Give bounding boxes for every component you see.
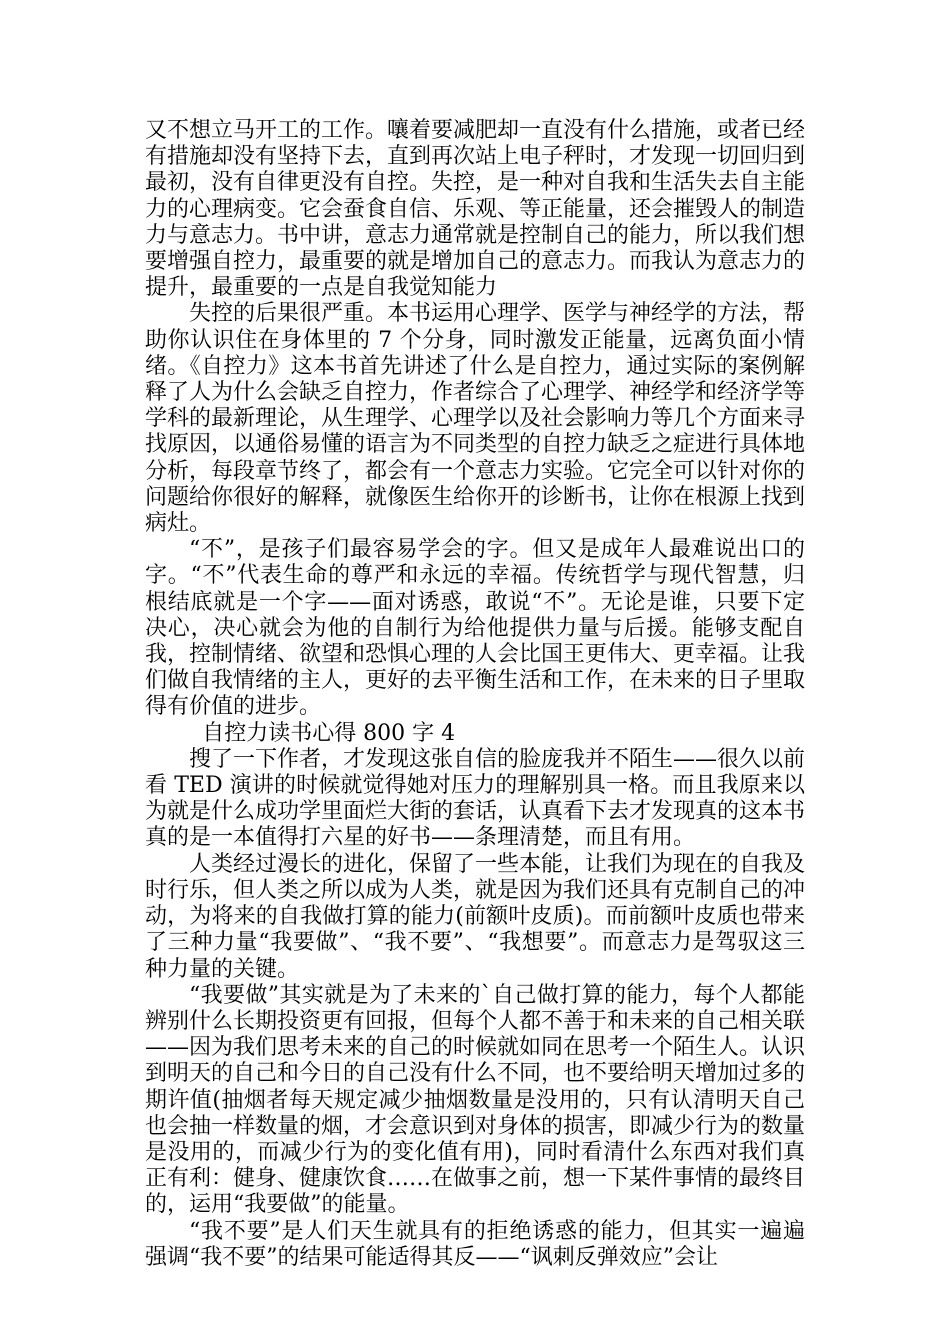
document-page	[145, 118, 805, 1271]
paragraph-7: “我不要”是人们天生就具有的拒绝诱惑的能力，但其实一遍遍强调“我不要”的结果可能适得其反——“讽刺反弹效应”会让	[145, 1218, 805, 1270]
paragraph-2: 失控的后果很严重。本书运用心理学、医学与神经学的方法，帮助你认识住在身体里的 7 个分身，同时激发正能量，远离负面小情绪。《自控力》这本书首先讲述了什么是自控力，通过实际的案例解释了人为什么会缺乏自控力，作者综合了心理学、神经学和经济学等学科的最新理论，从生理学、心理学以及社会影响力等几个方面来寻找原因，以通俗易懂的语言为不同类型的自控力缺乏之症进行具体地分析，每段章节终了，都会有一个意志力实验。它完全可以针对你的问题给你很好的解释，就像医生给你开的诊断书，让你在根源上找到病灶。	[145, 301, 806, 537]
paragraph-5: 人类经过漫长的进化，保留了一些本能，让我们为现在的自我及时行乐，但人类之所以成为人类，就是因为我们还具有克制自己的冲动，为将来的自我做打算的能力(前额叶皮质)。而前额叶皮质也带来了三种力量“我要做”、“我不要”、“我想要”。而意志力是驾驭这三种力量的关键。	[145, 851, 806, 982]
paragraph-4: 搜了一下作者，才发现这张自信的脸庞我并不陌生——很久以前看 TED 演讲的时候就觉得她对压力的理解别具一格。而且我原来以为就是什么成功学里面烂大街的套话，认真看下去才发现真的这本书真的是一本值得打六星的好书——条理清楚，而且有用。	[145, 746, 806, 851]
paragraph-1: 又不想立马开工的工作。嚷着要减肥却一直没有什么措施，或者已经有措施却没有坚持下去，直到再次站上电子秤时，才发现一切回归到最初，没有自律更没有自控。失控，是一种对自我和生活失去自主能力的心理病变。它会蚕食自信、乐观、等正能量，还会摧毁人的制造力与意志力。书中讲，意志力通常就是控制自己的能力，所以我们想要增强自控力，最重要的就是增加自己的意志力。而我认为意志力的提升，最重要的一点是自我觉知能力	[145, 118, 806, 301]
section-heading: 自控力读书心得 800 字 4	[202, 720, 456, 746]
paragraph-6: “我要做”其实就是为了未来的`自己做打算的能力，每个人都能辨别什么长期投资更有回报，但每个人都不善于和未来的自己相关联——因为我们思考未来的自己的时候就如同在思考一个陌生人。认识到明天的自己和今日的自己没有什么不同，也不要给明天增加过多的期许值(抽烟者每天规定减少抽烟数量是没用的，只有认清明天自己也会抽一样数量的烟，才会意识到对身体的损害，即减少行为的数量是没用的，而减少行为的变化值有用)，同时看清什么东西对我们真正有利：健身、健康饮食……在做事之前，想一下某件事情的最终目的，运用“我要做”的能量。	[145, 982, 806, 1218]
paragraph-3: “不”，是孩子们最容易学会的字。但又是成年人最难说出口的字。“不”代表生命的尊严和永远的幸福。传统哲学与现代智慧，归根结底就是一个字——面对诱惑，敢说“不”。无论是谁，只要下定决心，决心就会为他的自制行为给他提供力量与后援。能够支配自我，控制情绪、欲望和恐惧心理的人会比国王更伟大、更幸福。让我们做自我情绪的主人，更好的去平衡生活和工作，在未来的日子里取得有价值的进步。	[145, 537, 806, 720]
